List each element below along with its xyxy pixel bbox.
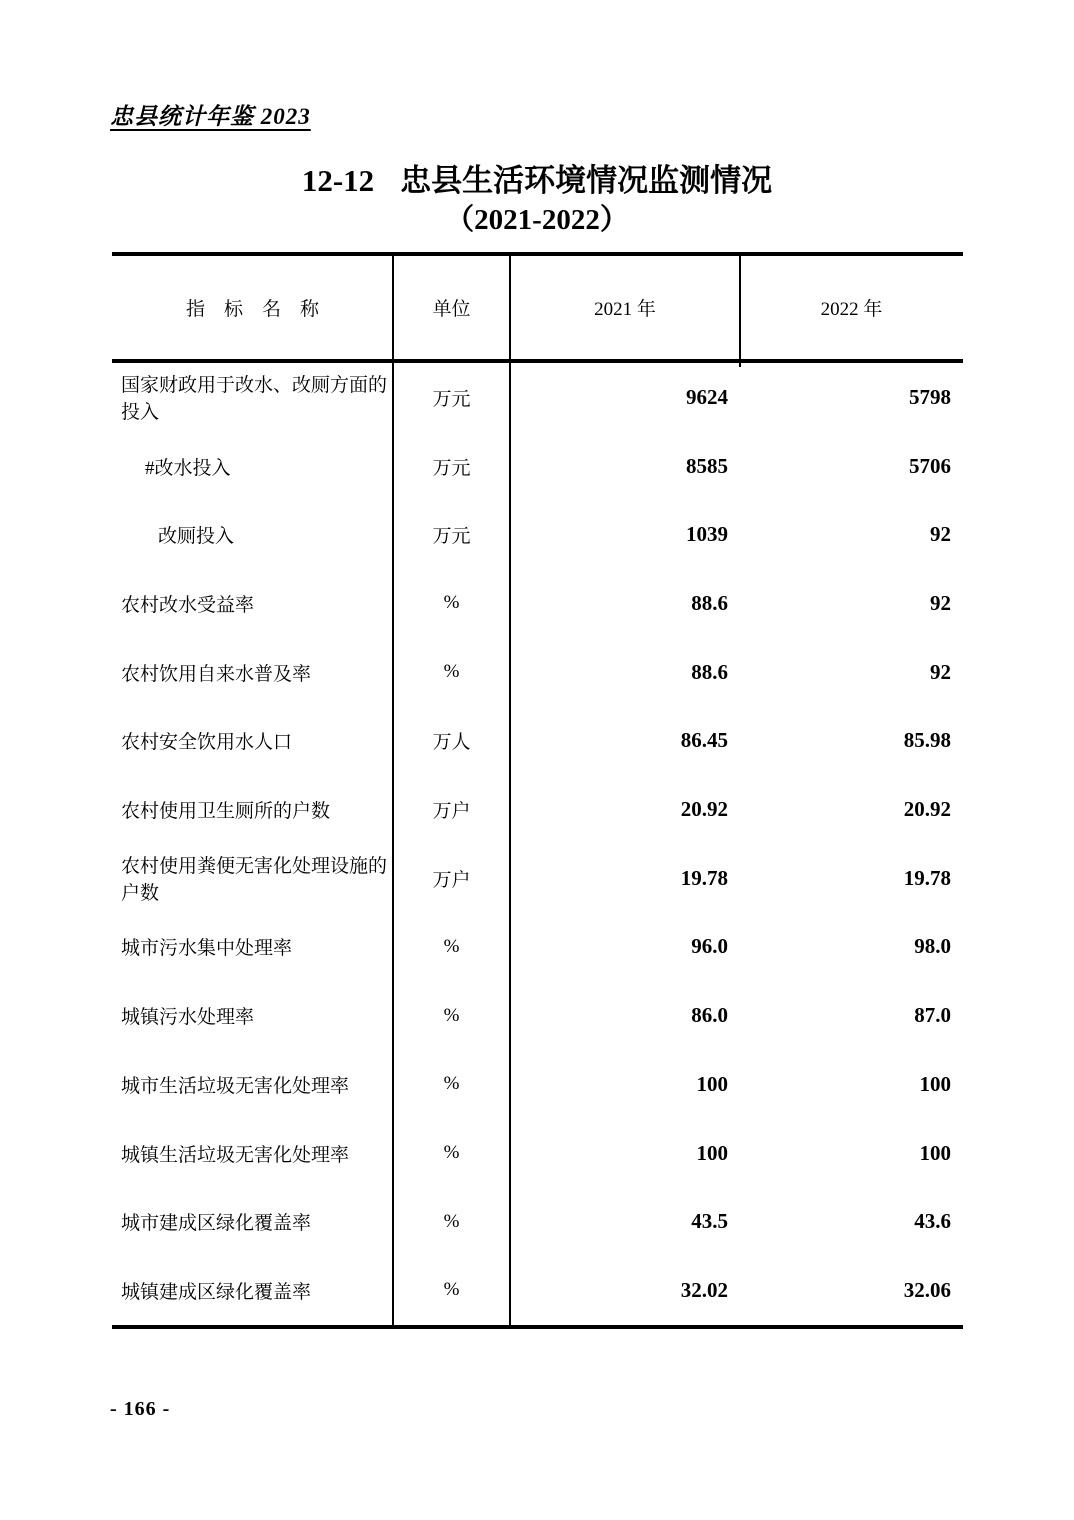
table-row — [112, 844, 963, 913]
value-2022-cell: 32.06 — [903, 1277, 951, 1302]
page-number: - 166 - — [110, 1398, 171, 1420]
column-divider-indicator-unit — [392, 256, 394, 1325]
value-2022-cell: 98.0 — [914, 934, 951, 959]
indicator-cell: 城镇生活垃圾无害化处理率 — [121, 1144, 350, 1166]
value-2021-cell: 88.6 — [691, 659, 728, 684]
header-indicator-name: 指 标 名 称 — [185, 299, 319, 320]
indicator-cell: 国家财政用于改水、改厕方面的投入 — [121, 375, 388, 424]
table-row — [112, 707, 963, 776]
table-row — [112, 432, 963, 501]
indicator-cell: 农村使用卫生厕所的户数 — [121, 801, 331, 823]
table-row — [112, 913, 963, 982]
value-2021-cell: 96.0 — [691, 934, 728, 959]
value-2021-cell: 100 — [696, 1140, 728, 1165]
indicator-cell: 农村安全饮用水人口 — [121, 732, 293, 754]
indicator-cell: 城市污水集中处理率 — [121, 938, 293, 960]
value-2021-cell: 86.45 — [680, 728, 728, 753]
table-row — [112, 1119, 963, 1188]
indicator-cell: 农村饮用自来水普及率 — [121, 663, 312, 685]
unit-cell: % — [443, 1004, 460, 1026]
value-2021-cell: 19.78 — [680, 865, 728, 890]
unit-cell: % — [443, 1210, 460, 1232]
table-row — [112, 500, 963, 569]
unit-cell: 万人 — [432, 732, 471, 754]
value-2022-cell: 100 — [919, 1140, 951, 1165]
value-2021-cell: 100 — [696, 1071, 728, 1096]
table-row — [112, 981, 963, 1050]
indicator-cell: 农村改水受益率 — [121, 594, 255, 616]
indicator-cell: 城镇污水处理率 — [121, 1007, 255, 1029]
value-2021-cell: 20.92 — [680, 797, 728, 822]
header-unit: 单位 — [432, 299, 471, 320]
table-row — [112, 363, 963, 432]
table-title — [0, 155, 1074, 200]
unit-cell: % — [443, 1073, 460, 1095]
unit-cell: 万户 — [432, 869, 471, 891]
unit-cell: % — [443, 935, 460, 957]
unit-cell: 万元 — [432, 388, 471, 410]
value-2021-cell: 1039 — [686, 522, 728, 547]
value-2022-cell: 5798 — [909, 384, 951, 409]
column-divider-2021-2022-header-only — [739, 256, 741, 367]
value-2022-cell: 92 — [930, 522, 951, 547]
table-row — [112, 775, 963, 844]
table-row — [112, 1187, 963, 1256]
value-2022-cell: 43.6 — [914, 1209, 951, 1234]
table-subtitle: （2021-2022） — [445, 204, 629, 236]
unit-cell: % — [443, 1279, 460, 1301]
table-title-text: 忠县生活环境情况监测情况 — [400, 163, 773, 198]
unit-cell: 万元 — [432, 457, 471, 479]
yearbook-title: 忠县统计年鉴 2023 — [110, 104, 311, 129]
table-row — [112, 1050, 963, 1119]
header-year-2022: 2022 年 — [820, 299, 883, 320]
indicator-cell: 改厕投入 — [158, 526, 235, 548]
value-2022-cell: 20.92 — [903, 797, 951, 822]
column-divider-unit-2021 — [509, 256, 511, 1325]
table-row — [112, 1256, 963, 1325]
unit-cell: % — [443, 592, 460, 614]
value-2021-cell: 8585 — [686, 453, 728, 478]
table-body — [112, 363, 963, 1325]
indicator-cell: #改水投入 — [145, 457, 231, 479]
header-year-2021: 2021 年 — [594, 299, 656, 320]
indicator-cell: 农村使用粪便无害化处理设施的户数 — [121, 856, 388, 905]
value-2022-cell: 87.0 — [914, 1003, 951, 1028]
value-2021-cell: 43.5 — [691, 1209, 728, 1234]
table-header-row — [112, 256, 963, 363]
value-2022-cell: 100 — [919, 1071, 951, 1096]
table-number: 12-12 — [301, 163, 375, 198]
statistics-table — [112, 252, 963, 1329]
value-2021-cell: 88.6 — [691, 590, 728, 615]
value-2022-cell: 85.98 — [903, 728, 951, 753]
table-row — [112, 569, 963, 638]
indicator-cell: 城镇建成区绿化覆盖率 — [121, 1281, 312, 1303]
indicator-cell: 城市生活垃圾无害化处理率 — [121, 1075, 350, 1097]
value-2022-cell: 92 — [930, 659, 951, 684]
indicator-cell: 城市建成区绿化覆盖率 — [121, 1213, 312, 1235]
unit-cell: 万元 — [432, 526, 471, 548]
value-2021-cell: 32.02 — [680, 1277, 728, 1302]
value-2021-cell: 9624 — [686, 384, 728, 409]
unit-cell: % — [443, 661, 460, 683]
unit-cell: 万户 — [432, 801, 471, 823]
value-2021-cell: 86.0 — [691, 1003, 728, 1028]
table-row — [112, 638, 963, 707]
value-2022-cell: 19.78 — [903, 865, 951, 890]
value-2022-cell: 92 — [930, 590, 951, 615]
unit-cell: % — [443, 1142, 460, 1164]
value-2022-cell: 5706 — [909, 453, 951, 478]
